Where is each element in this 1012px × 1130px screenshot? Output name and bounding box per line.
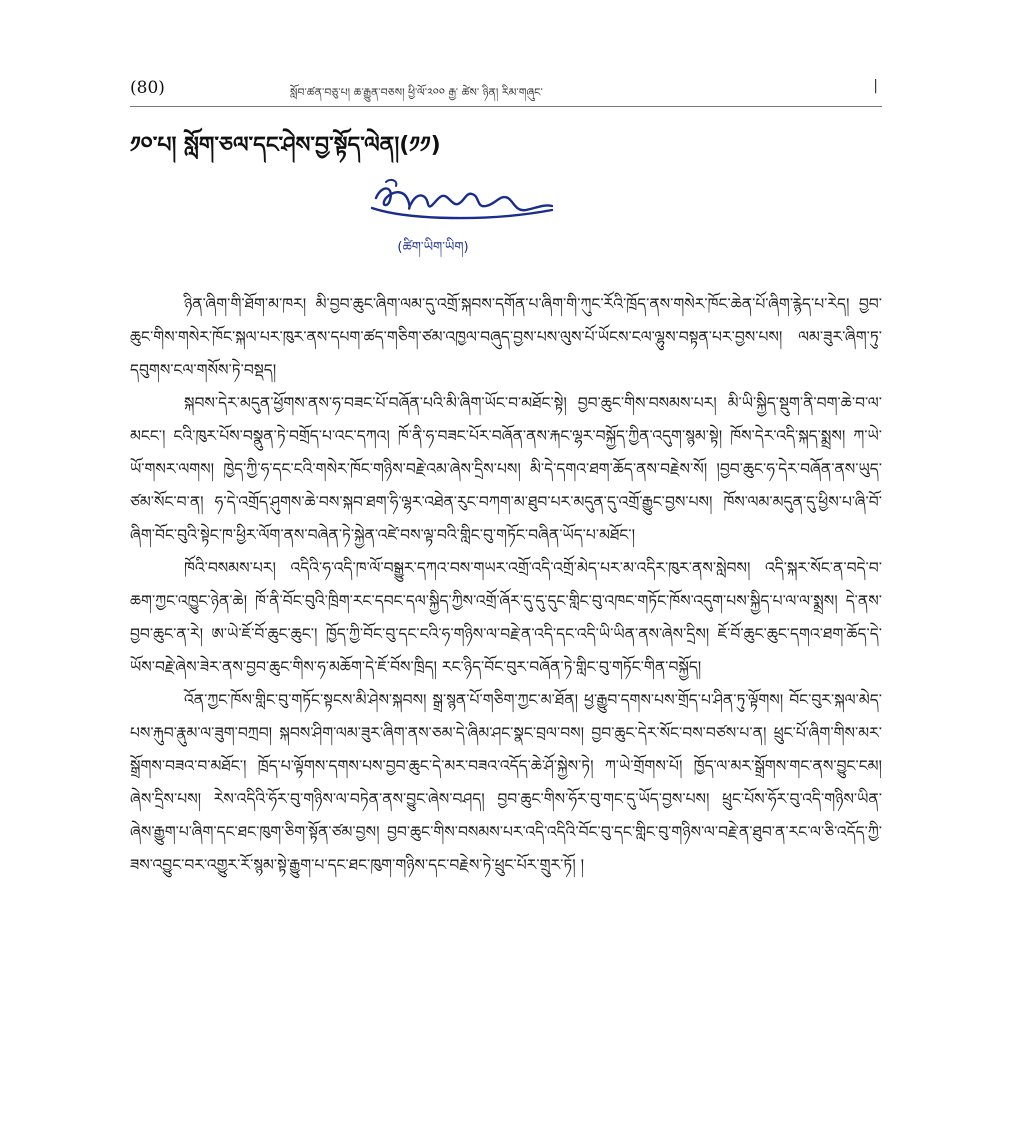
paragraph: ཉིན་ཞིག་གི་ཐོག་མ་ཁར། མི་བྱབ་ཆུང་ཞིག་ལམ་དུ་འགྲོ་སྐབས་དགོན་པ་ཞིག་གི་ཀུང་རོའི་ཁྲོད་ནས་གསེར་ཁོང་ཆེན་པོ་ཞིག་རྙེད་པ་རེད། བྱབ་ཆུང་གིས་གསེར་ཁོང་སྐལ་པར་ཁུར་ནས་དཔག་ཚད་གཅིག་ཙམ་འཁྱལ་བཞུད་བྱས་པས་ལུས་པོ་ཡོངས་ངལ་ལྷུས་བསྟན་པར་བྱས་པས། ལམ་ཟུར་ཞིག་ཏུ་དབུགས་ངལ་གསོས་ཏེ་བསྡད། bbox=[130, 295, 882, 379]
running-header: སློབ་ཚན་བཅུ་པ། ཆ་རྒྱུན་བཅས། ཕྱི་ལོ་༢༠༠ རྒྱ་ ཚེས་ ཉིན། རིམ་གཞུང་ bbox=[290, 86, 543, 99]
page-number: (80) bbox=[130, 78, 165, 98]
author-signature bbox=[368, 176, 558, 226]
article-title: ༡༠་པ། སློག་ཅལ་དང་ཤེས་བྱ་སྟོད་ལེན།(༡༡) bbox=[130, 133, 441, 158]
paragraph: འོན་ཀྱང་ཁོས་གླིང་བུ་གཏོང་སྟངས་མི་ཤེས་སྐབས། སྒྲ་སྙན་པོ་གཅིག་ཀྱང་མ་ཐོན། ཕྱ་རྒྱུབ་དགས་པས་གྲོད་པ་ཤིན་ཏུ་ལྟོགས། བོང་བུར་སྐལ་མེད་པས་རྐུབ་རྣུམ་ལ་ཟུག་བཀྲབ། སྐབས་ཤིག་ལམ་ཟུར་ཞིག་ནས་ཅམ་དེ་ཞིམ་ཤང་སྣང་བྲལ་བས། བྱབ་ཆུང་དེར་སོང་བས་བཙས་པ་ན། ཕྲུང་པོ་ཞིག་གིས་མར་སྒྲོགས་བཟའ་བ་མཐོང་། ཁྲོད་པ་ལྟོགས་དགས་པས་བྱབ་ཆུང་དེ་མར་བཟའ་འདོད་ཆེ་ཤོ་སྐྱེས་ཏེ། ཀ་ཡེ་གྲོགས་པོ། ཁྱོད་ལ་མར་སྒྲོགས་གང་ནས་བྱུང་ངམ། ཞེས་དྲིས་པས། རེས་འདིའི་ཧོར་བུ་གཉིས་ལ་བཏེན་ནས་བྱུང་ཞེས་བཤད། བྱབ་ཆུང་གིས་ཧོར་བུ་གང་དུ་ཡོད་བྱས་པས། ཕྲུང་པོས་ཧོར་བུ་འདི་གཉིས་ཡིན་ཞེས་རྒྱུག་པ་ཞིག་དང་ཐང་ཁུག་ཅིག་སྟོན་ཙམ་བྱས། བྱབ་ཆུང་གིས་བསམས་པར་འདི་འདིའི་བོང་བུ་དང་གླིང་བུ་གཉིས་ལ་བརྗེ་ན་ཐུབ་ན་རང་ལ་ཅི་འདོད་ཀྱི་ཟས་འབྱུང་བར་འགྱུར་རོ་སྙམ་སྟེ་རྒྱུག་པ་དང་ཐང་ཁུག་གཉིས་དང་བརྗེས་ཏེ་ཕྲུང་པོར་གྲུར་ཏོ། ། bbox=[130, 691, 882, 874]
page-header bbox=[130, 78, 882, 104]
header-divider bbox=[130, 106, 882, 107]
author-name: (ཚིག་ཡིག་ཡིག) bbox=[397, 240, 469, 255]
header-mark: | bbox=[873, 78, 878, 94]
paragraph: སྐབས་དེར་མདུན་ཕྱོགས་ནས་ཧ་བཟང་པོ་བཞོན་པའི་མི་ཞིག་ཡོང་བ་མཐོང་སྟེ། བྱབ་ཆུང་གིས་བསམས་པར། མི་ཡི་སྐྱིད་སྡུག་ནི་བག་ཆེ་བ་ལ་མངང་། ངའི་ཁུར་པོས་བསྣུན་ཏེ་བགྲོད་པ་འང་དཀའ། ཁོ་ནི་ཧ་བཟང་པོར་བཞོན་ནས་རྐང་ལྷར་བསྐྱོད་ཀྱིན་འདུག་སྙམ་སྟེ། ཁོས་དེར་འདི་སྐད་སྨྲས། ཀ་ཡེ་ཡོ་གསར་ལགས། ཁྱེད་ཀྱི་ཧ་དང་ངའི་གསེར་ཁོང་གཉིས་བརྗེ་འམ་ཞེས་དྲིས་པས། མི་དེ་དགའ་ཐག་ཆོད་ནས་བརྗེས་སོ། །བྱབ་ཆུང་ཧ་དེར་བཞོན་ནས་ཡུད་ཙམ་སོང་བ་ན། ཧ་དེ་འགྲོད་ཤུགས་ཆེ་བས་སྐབ་ཐག་ཧི་ལྷར་འཐེན་རུང་བཀག་མ་ཐུབ་པར་མདུན་དུ་འགྲོ་རྒྱུང་བྱས་པས། ཁོས་ལམ་མདུན་དུ་ཕྱིས་པ་ཞི་བོ་ཞིག་བོང་བུའི་སྟེང་ཁ་ཕྱིར་ལོག་ནས་བཞེན་ཏེ་སྐྱེན་འཛེ་བས་ལྟ་བའི་གླིང་བུ་གཏོང་བཞིན་ཡོད་པ་མཐོང་། bbox=[130, 394, 882, 544]
article-body bbox=[130, 288, 882, 1018]
paragraph: ཁོའི་བསམས་པར། འདིའི་ཧ་འདི་ཁ་ལོ་བསྒྱུར་དཀའ་བས་གཡར་འགྲོ་འདི་འགྲོ་མེད་པར་མ་འདིར་ཁུར་ནས་སླེབས། འདི་སྐར་སོང་ན་བདེ་བ་ཆག་ཀྱང་འཁྱུང་ཉེན་ཆེ། ཁོ་ནི་བོང་བུའི་ཁྲིག་རང་དབང་དལ་སྐྱིད་ཀྱིས་འགྲོ་ཞོར་དུ་དུ་དུང་གླིང་བུ་འཁང་གཏོང་ཁོས་འདུག་པས་སྐྱིད་པ་ལ་ལ་སྨྲས། དེ་ནས་བྱབ་ཆུང་ན་རེ། ཨ་ཡེ་ཇོ་བོ་ཆུང་ཆུང་། ཁྱོད་ཀྱི་བོང་བུ་དང་ངའི་ཧ་གཉིས་ལ་བརྗེ་ན་འདི་དང་འདི་ཡི་ཡིན་ནས་ཞེས་དྲིས། ཇོ་བོ་ཆུང་ཆུང་དགའ་ཐག་ཆོད་དེ་ཡོས་བརྗེ་ཞེས་ཟེར་ནས་བྱབ་ཆུང་གིས་ཧ་མཆོག་དེ་ཇོ་བོས་ཁྲིད། རང་ཉིད་བོང་བུར་བཞོན་ཏེ་གླིང་བུ་གཏོང་གིན་བསྐྱོད། bbox=[130, 559, 882, 676]
